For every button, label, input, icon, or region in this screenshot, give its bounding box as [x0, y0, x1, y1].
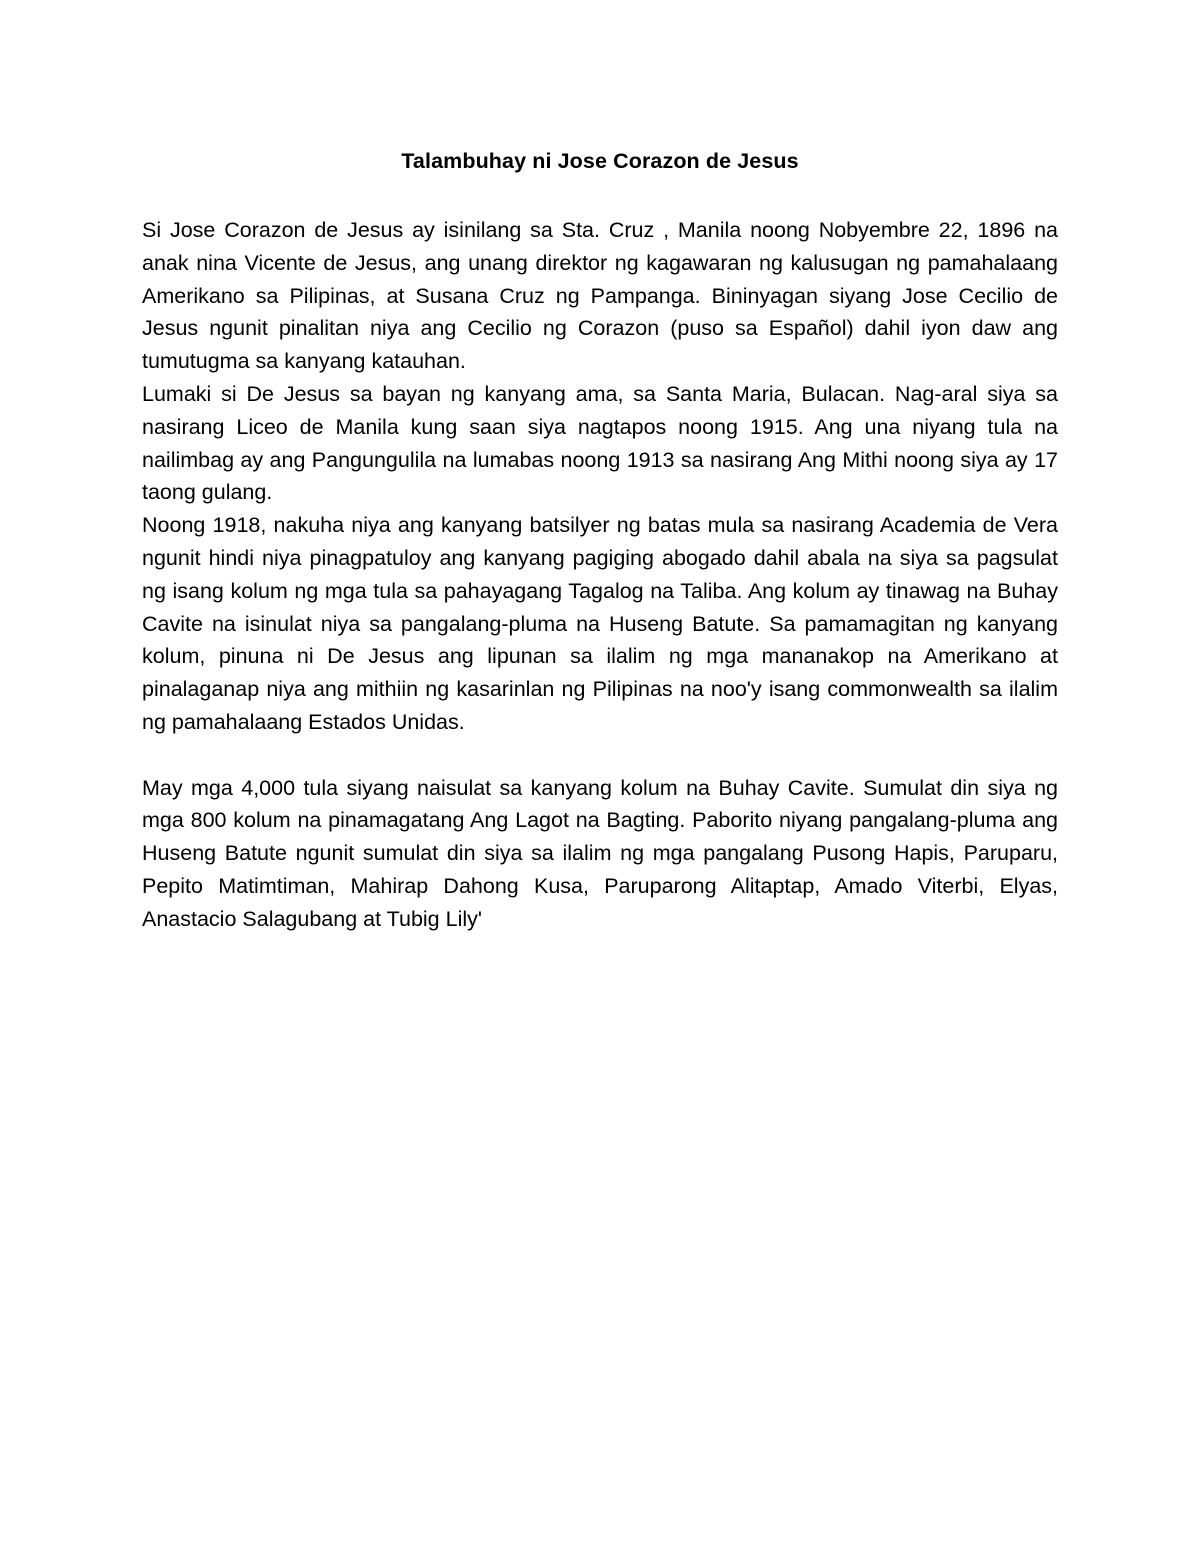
paragraph-birth: Si Jose Corazon de Jesus ay isinilang sa Sta. Cruz , Manila noong Nobyembre 22, 1896 na anak nina Vicente de Jesus, ang unang direktor ng kagawaran ng kalusugan ng pamahalaang Amerikano sa Pilipinas, at Susana Cruz ng Pampanga. Bininyagan siyang Jose Cecilio de Jesus ngunit pinalitan niya ang Cecilio ng Corazon (puso sa Español) dahil iyon daw ang tumutugma sa kanyang katauhan.: [142, 218, 1058, 374]
document-title: Talambuhay ni Jose Corazon de Jesus: [401, 149, 799, 173]
paragraph-career: Noong 1918, nakuha niya ang kanyang batsilyer ng batas mula sa nasirang Academia de Vera ngunit hindi niya pinagpatuloy ang kanyang pagiging abogado dahil abala na siya sa pagsulat ng isang kolum ng mga tula sa pahayagang Tagalog na Taliba. Ang kolum ay tinawag na Buhay Cavite na isinulat niya sa pangalang-pluma na Huseng Batute. Sa pamamagitan ng kanyang kolum, pinuna ni De Jesus ang lipunan sa ilalim ng mga mananakop na Amerikano at pinalaganap niya ang mithiin ng kasarinlan ng Pilipinas na noo'y isang commonwealth sa ilalim ng pamahalaang Estados Unidas.: [142, 513, 1058, 734]
paragraph-spacer: [142, 739, 1058, 772]
paragraph-education: Lumaki si De Jesus sa bayan ng kanyang ama, sa Santa Maria, Bulacan. Nag-aral siya sa nasirang Liceo de Manila kung saan siya nagtapos noong 1915. Ang una niyang tula na nailimbag ay ang Pangungulila na lumabas noong 1913 sa nasirang Ang Mithi noong siya ay 17 taong gulang.: [142, 381, 1058, 505]
paragraph-works: May mga 4,000 tula siyang naisulat sa kanyang kolum na Buhay Cavite. Sumulat din siya ng mga 800 kolum na pinamagatang Ang Lagot na Bagting. Paborito niyang pangalang-pluma ang Huseng Batute ngunit sumulat din siya sa ilalim ng mga pangalang Pusong Hapis, Paruparu, Pepito Matimtiman, Mahirap Dahong Kusa, Paruparong Alitaptap, Amado Viterbi, Elyas, Anastacio Salagubang at Tubig Lily': [142, 775, 1058, 931]
document-body: [142, 214, 1058, 936]
